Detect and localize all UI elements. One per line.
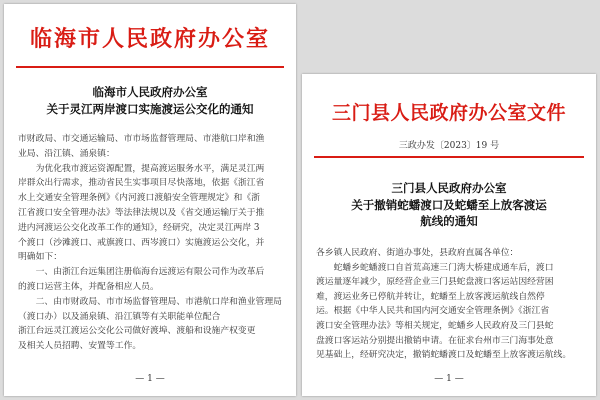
body-line: 为优化我市渡运资源配置，提高渡运服务水平，满足灵江两	[35, 163, 265, 174]
body-line: （渡口办）以及涌泉镇、沿江镇等有关职能单位配合	[18, 311, 221, 322]
recipient-line: 市财政局、市交通运输局、市市场监督管理局、市港航口岸和渔	[18, 134, 265, 144]
document-title	[312, 180, 586, 230]
red-separator-line	[314, 156, 584, 158]
document-title	[14, 84, 286, 118]
body-line: 渡运量逐年减少，原经营企业三门县蛇盘渡口客运站因经营困	[316, 277, 554, 288]
body-line: 渡口安全管理办法》等相关规定，蛇蟠乡人民政府及三门县蛇	[316, 320, 554, 331]
body-line: 个渡口（沙滩渡口、戒旗渡口、西岑渡口）实施渡运公交化，并	[18, 237, 265, 248]
body-line: 运。根据《中华人民共和国内河交通安全管理条例》《浙江省	[316, 306, 550, 317]
red-header-linhai: 临海市人民政府办公室	[29, 26, 270, 52]
sanmen-notice-page	[302, 74, 596, 396]
title-line: 航线的通知	[420, 214, 478, 228]
body-line: 浙江台远灵江渡运公交化公司做好渡埠、渡船和设施产权变更	[18, 326, 256, 337]
page-number: — 1 —	[135, 374, 165, 384]
body-line: 难，渡运业务已停航并转让，蛇蟠至上放客渡运航线自然停	[316, 291, 545, 302]
document-body	[18, 132, 284, 354]
recipient-line: 业局、沿江镇、涌泉镇：	[18, 148, 115, 159]
red-separator-line	[16, 66, 284, 68]
body-line: 的渡口运营主体，并配备相应人员。	[18, 281, 159, 292]
body-line: 盘渡口客运站分别提出撤销申请。在征求台州市三门海事处意	[316, 335, 554, 346]
body-line: 二、由市财政局、市市场监督管理局、市港航口岸和渔业管理局	[35, 296, 282, 307]
linhai-notice-page	[4, 4, 296, 396]
red-header-sanmen: 三门县人民政府办公室文件	[331, 102, 566, 124]
body-line: 见基础上，经研究决定，撤销蛇蟠渡口及蛇蟠至上放客渡运航线。	[316, 350, 572, 361]
title-line: 三门县人民政府办公室	[391, 181, 507, 195]
body-line: 一、由浙江台远集团注册临海台远渡运有限公司作为改革后	[35, 267, 265, 278]
body-line: 明确如下：	[18, 252, 62, 263]
title-line: 关于灵江两岸渡口实施渡运公交化的通知	[46, 102, 254, 116]
body-line: 岸群众出行需求，推动省民生实事项目尽快落地，依据《浙江省	[18, 178, 265, 189]
body-line: 水上交通安全管理条例》《内河渡口渡船安全管理规定》和《浙	[18, 193, 260, 204]
document-number: 三政办发〔2023〕19 号	[398, 141, 500, 151]
page-number: — 1 —	[434, 374, 464, 384]
body-line: 蛇蟠乡蛇蟠渡口自首荒高速三门湾大桥建成通车后，渡口	[333, 262, 554, 273]
title-line: 关于撤销蛇蟠渡口及蛇蟠至上放客渡运	[351, 197, 547, 212]
body-line: 及相关人员招聘、安置等工作。	[18, 341, 142, 352]
title-line: 临海市人民政府办公室	[92, 85, 208, 99]
recipient-line: 各乡镇人民政府、街道办事处，县政府直属各单位：	[316, 248, 519, 258]
body-line: 江省渡口安全管理办法》等法律法规以及《省交通运输厅关于推	[18, 207, 265, 218]
document-body	[316, 246, 584, 363]
body-line: 进内河渡运公交化改革工作的通知》，经研究，决定灵江两岸 3	[18, 222, 260, 233]
